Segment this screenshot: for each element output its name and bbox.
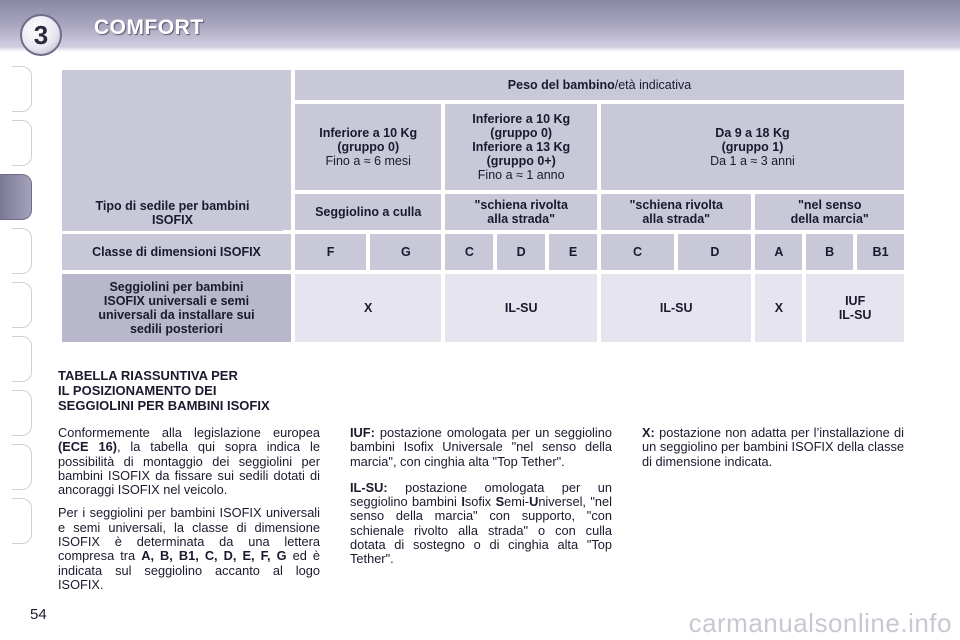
universal-value-cell: IL-SU [601, 274, 752, 342]
group-cell [445, 104, 596, 190]
universal-value-cell: IL-SU [445, 274, 596, 342]
seat-type-label-line2: ISOFIX [152, 213, 193, 227]
seat-type-2-line2: alla strada" [642, 212, 711, 226]
page-number: 54 [30, 606, 47, 623]
weight-header-bold: Peso del bambino [507, 78, 615, 92]
group-2-line2: (gruppo 1) [721, 140, 784, 154]
ilsu-label: IL-SU: [350, 479, 388, 495]
seat-type-0-line1: Seggiolino a culla [315, 205, 422, 219]
universal-value-cell [806, 274, 904, 342]
seat-type-label-cell [62, 195, 283, 231]
table-row [62, 274, 904, 342]
text-column-1 [58, 426, 320, 601]
side-tab-4[interactable] [12, 228, 32, 274]
seat-type-2-line1: "schiena rivolta [629, 198, 723, 212]
text-column-2 [350, 426, 612, 576]
section-title [58, 368, 328, 413]
size-class-cell: C [601, 234, 674, 270]
seat-type-3-line1: "nel senso [797, 198, 862, 212]
group-1-line1: Inferiore a 10 Kg [472, 112, 571, 126]
section-title-line1: TABELLA RIASSUNTIVA PER [58, 368, 238, 383]
seat-type-cell [755, 194, 904, 230]
ilsu-text-1: postazione omologata per un seggiolino bambini [350, 479, 612, 510]
side-tab-9[interactable] [12, 498, 32, 544]
ilsu-text-4: niversel, "nel senso della marcia" con supporto, "con schienale rivolto alla strada" o con culla dotata di sostegno o di cinghia alta "Top Tether". [350, 494, 613, 567]
side-tab-3-active[interactable] [0, 174, 32, 220]
side-tab-6[interactable] [12, 336, 32, 382]
universal-value-cell: X [295, 274, 441, 342]
p1-text-a: Conformemente alla legislazione europea [58, 425, 320, 440]
seat-type-1-line1: "schiena rivolta [474, 198, 568, 212]
universal-label-line2: ISOFIX universali e semi [103, 294, 250, 308]
paragraph-size-class [58, 506, 320, 592]
side-tab-5[interactable] [12, 282, 32, 328]
seat-type-label-line1: Tipo di sedile per bambini [95, 199, 250, 213]
group-1-age: Fino a ≈ 1 anno [477, 168, 565, 182]
side-tab-2[interactable] [12, 120, 32, 166]
ilsu-letter-u: U [529, 494, 539, 510]
seat-type-3-line2: della marcia" [790, 212, 869, 226]
universal-label-cell [62, 274, 291, 342]
ilsu-text-3: emi- [504, 494, 530, 510]
size-class-cell: F [295, 234, 366, 270]
table-row [62, 70, 904, 100]
side-tab-1[interactable] [12, 66, 32, 112]
size-class-cell: A [755, 234, 802, 270]
x-text: postazione non adatta per l’installazione di un seggiolino per bambini ISOFIX della classe di dimensione indicata. [642, 425, 904, 469]
size-class-cell: B1 [857, 234, 904, 270]
universal-label-line1: Seggiolini per bambini [109, 280, 244, 294]
seat-type-cell [295, 194, 441, 230]
p2-bold: A, B, B1, C, D, E, F, G [141, 548, 287, 564]
group-2-line1: Da 9 a 18 Kg [715, 126, 790, 140]
watermark: carmanualsonline.info [688, 608, 952, 638]
x-label: X: [642, 425, 655, 440]
group-1-line2: (gruppo 0) [490, 126, 553, 140]
p1-text-b: , la tabella qui sopra indica le possibilità di montaggio dei seggiolini per bambini ISOFIX da fissare sui sedili dotati di ancoraggi ISOFIX nel veicolo. [58, 439, 321, 498]
ilsu-text-2: sofix [464, 494, 492, 510]
seat-type-cell [601, 194, 752, 230]
chapter-title: COMFORT [94, 16, 204, 39]
universal-last-line2: IL-SU [838, 308, 872, 322]
group-cell [295, 104, 441, 190]
weight-header-cell [295, 70, 904, 100]
universal-label-line3: universali da installare sui [98, 308, 255, 322]
header-shadow [0, 46, 960, 52]
ilsu-letter-i: I [461, 494, 465, 510]
universal-value-cell: X [755, 274, 802, 342]
side-tab-7[interactable] [12, 390, 32, 436]
group-0-line1: Inferiore a 10 Kg [319, 126, 418, 140]
iuf-label: IUF: [350, 425, 375, 440]
side-tab-8[interactable] [12, 444, 32, 490]
iuf-text: postazione omologata per un seggiolino bambini Isofix Universale "nel senso della marcia", con cinghia alta "Top Tether". [350, 425, 612, 469]
section-title-line3: SEGGIOLINI PER BAMBINI ISOFIX [58, 398, 270, 413]
size-class-cell: D [497, 234, 545, 270]
universal-label-line4: sedili posteriori [129, 322, 224, 336]
group-cell [601, 104, 904, 190]
weight-header-rest: /età indicativa [614, 78, 692, 92]
size-class-cell: D [678, 234, 751, 270]
chapter-side-tabs [0, 66, 34, 576]
universal-last-line1: IUF [845, 294, 866, 308]
ilsu-letter-s: S [495, 494, 505, 510]
seat-type-1-line2: alla strada" [487, 212, 556, 226]
p2-text-a: Per i seggiolini per bambini ISOFIX universali e semi universali, la classe di dimensione ISOFIX è determinata da una lettera compresa tra [58, 505, 320, 564]
group-1-line4: (gruppo 0+) [486, 154, 556, 168]
chapter-number-badge: 3 [20, 14, 62, 56]
size-class-label-cell: Classe di dimensioni ISOFIX [62, 234, 291, 270]
section-title-line2: IL POSIZIONAMENTO DEI [58, 383, 217, 398]
size-class-cell: G [370, 234, 441, 270]
group-0-line2: (gruppo 0) [337, 140, 400, 154]
seat-type-cell [445, 194, 596, 230]
group-0-age: Fino a ≈ 6 mesi [325, 154, 411, 168]
group-1-line3: Inferiore a 13 Kg [472, 140, 571, 154]
paragraph-iuf [350, 426, 612, 469]
table-row [62, 234, 904, 270]
group-2-age: Da 1 a ≈ 3 anni [710, 154, 795, 168]
paragraph-ilsu [350, 481, 612, 567]
p2-text-b: ed è indicata sul seggiolino accanto al logo ISOFIX. [58, 548, 320, 592]
paragraph-x [642, 426, 904, 469]
size-class-cell: E [549, 234, 597, 270]
text-column-3 [642, 426, 904, 478]
size-class-cell: B [806, 234, 853, 270]
p1-bold: (ECE 16) [58, 439, 117, 455]
size-class-cell: C [445, 234, 493, 270]
paragraph-ece [58, 426, 320, 497]
